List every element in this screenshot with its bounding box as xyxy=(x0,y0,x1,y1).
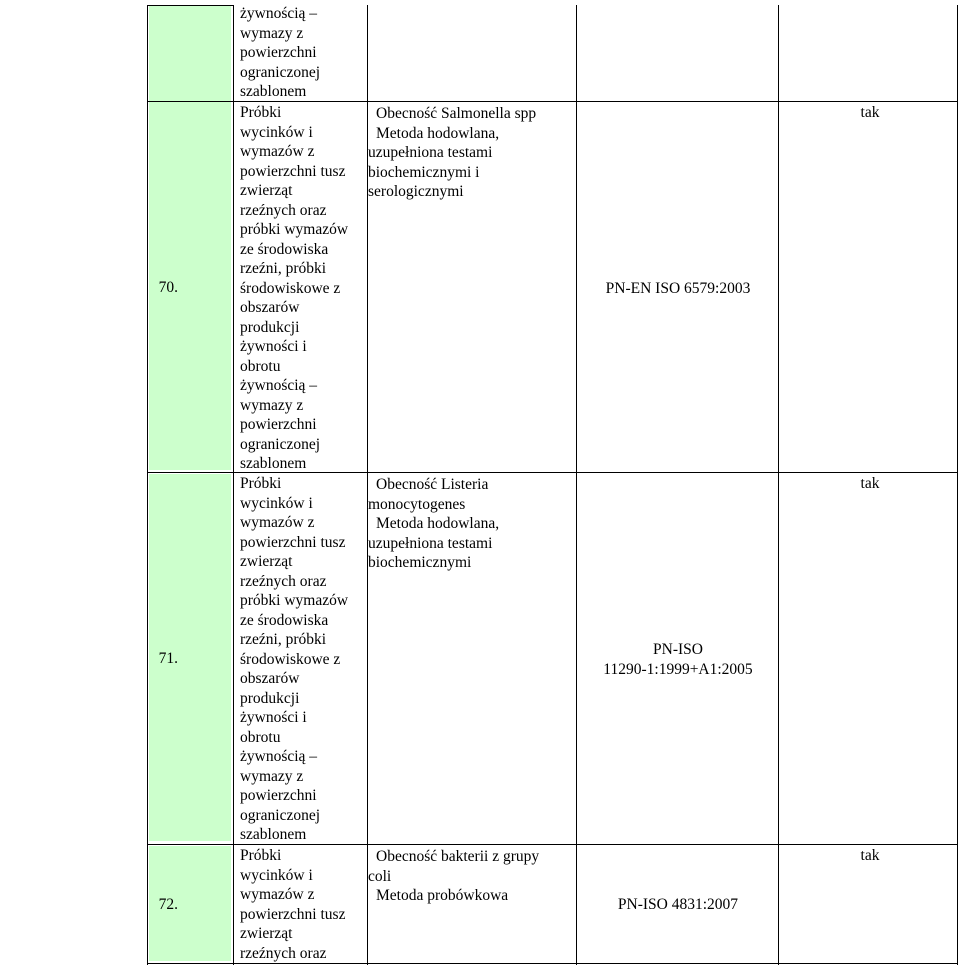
method-line: uzupełniona testami xyxy=(368,144,493,161)
material-line: zwierząt xyxy=(240,925,293,942)
material-line: szablonem xyxy=(240,826,307,843)
col-rule-lp xyxy=(233,5,234,965)
material-line: zwierząt xyxy=(240,553,293,570)
method-line: uzupełniona testami xyxy=(368,534,493,552)
material-line: zwierząt xyxy=(240,182,293,199)
top-fragment-material xyxy=(240,4,368,102)
material-line: rzeźni, próbki xyxy=(240,260,327,277)
material-line: powierzchni tusz xyxy=(240,905,346,923)
material-line: obrotu xyxy=(240,728,281,746)
material-line: rzeźni, próbki xyxy=(240,631,327,648)
material-line: wycinków i xyxy=(240,866,313,884)
row-72-material xyxy=(240,846,368,963)
material-line: próbki wymazów xyxy=(240,592,349,609)
col-rule-left xyxy=(147,5,148,965)
row-72-lp: 72. xyxy=(158,896,178,913)
material-line: szablonem xyxy=(240,455,307,472)
material-line: żywności i xyxy=(240,338,307,355)
material-line: próbki wymazów xyxy=(240,221,349,238)
material-line: środowiskowe z xyxy=(240,279,341,297)
material-line: ze środowiska xyxy=(240,611,329,629)
row-70-lp: 70. xyxy=(158,279,178,296)
method-line: serologicznymi xyxy=(368,183,464,200)
material-line: produkcji xyxy=(240,318,300,336)
method-line: Obecność Salmonella spp xyxy=(376,105,537,122)
method-line: biochemicznymi xyxy=(368,554,472,571)
material-line: Próbki xyxy=(240,475,282,492)
material-line: rzeźnych oraz xyxy=(240,201,327,219)
row-72-method xyxy=(368,847,578,906)
material-line: rzeźnych oraz xyxy=(240,572,327,590)
material-line: szablonem xyxy=(240,83,307,100)
material-line: wymazów z xyxy=(240,514,315,531)
row-70-material xyxy=(240,103,368,474)
material-line: wycinków i xyxy=(240,494,313,512)
material-line: ograniczonej xyxy=(240,63,321,81)
material-line: powierzchni tusz xyxy=(240,533,346,551)
method-line: coli xyxy=(368,867,392,885)
material-line: żywnością – xyxy=(240,377,318,394)
material-line: żywnością – xyxy=(240,748,318,765)
lp-cell-bg-top xyxy=(149,5,231,101)
material-line: wymazy z xyxy=(240,767,304,785)
norm-line: PN-EN ISO 6579:2003 xyxy=(605,280,751,297)
row-70-norm xyxy=(578,279,778,299)
row-72-accredited: tak xyxy=(860,847,880,864)
row-71-lp: 71. xyxy=(158,650,178,667)
row-70-accredited: tak xyxy=(860,104,880,121)
material-line: ograniczonej xyxy=(240,806,321,824)
material-line: obszarów xyxy=(240,670,300,687)
method-line: Metoda hodowlana, xyxy=(376,124,500,142)
material-line: wymazów z xyxy=(240,143,315,160)
material-line: obrotu xyxy=(240,357,281,375)
material-line: powierzchni tusz xyxy=(240,162,346,180)
row-71-norm xyxy=(578,640,778,679)
material-line: powierzchni xyxy=(240,787,317,804)
norm-line: 11290-1:1999+A1:2005 xyxy=(603,660,753,678)
row-71-method xyxy=(368,475,578,573)
material-line: powierzchni xyxy=(240,44,317,61)
row-rule-bottom xyxy=(147,963,958,964)
method-line: monocytogenes xyxy=(368,495,466,513)
material-line: ograniczonej xyxy=(240,435,321,453)
row-71-material xyxy=(240,474,368,845)
row-72-norm xyxy=(578,895,778,915)
material-line: wymazów z xyxy=(240,886,315,903)
method-line: Metoda probówkowa xyxy=(376,887,509,904)
material-line: obszarów xyxy=(240,299,300,316)
material-line: powierzchni xyxy=(240,416,317,433)
row-rule-top xyxy=(147,5,234,6)
col-rule-norm xyxy=(778,5,779,965)
material-line: żywnością – xyxy=(240,5,318,22)
material-line: rzeźnych oraz xyxy=(240,944,327,962)
material-line: Próbki xyxy=(240,104,282,121)
norm-line: PN-ISO 4831:2007 xyxy=(617,896,739,913)
row-71-accredited: tak xyxy=(860,475,880,492)
material-line: wycinków i xyxy=(240,123,313,141)
material-line: produkcji xyxy=(240,689,300,707)
material-line: środowiskowe z xyxy=(240,650,341,668)
material-line: ze środowiska xyxy=(240,240,329,258)
row-70-method xyxy=(368,104,578,202)
method-line: Metoda hodowlana, xyxy=(376,515,500,532)
method-line: Obecność bakterii z grupy xyxy=(376,848,540,865)
material-line: wymazy z xyxy=(240,24,304,42)
norm-line: PN-ISO xyxy=(653,641,703,658)
material-line: wymazy z xyxy=(240,396,304,414)
method-line: Obecność Listeria xyxy=(376,476,489,493)
material-line: Próbki xyxy=(240,847,282,864)
method-line: biochemicznymi i xyxy=(368,163,480,181)
material-line: żywności i xyxy=(240,709,307,726)
